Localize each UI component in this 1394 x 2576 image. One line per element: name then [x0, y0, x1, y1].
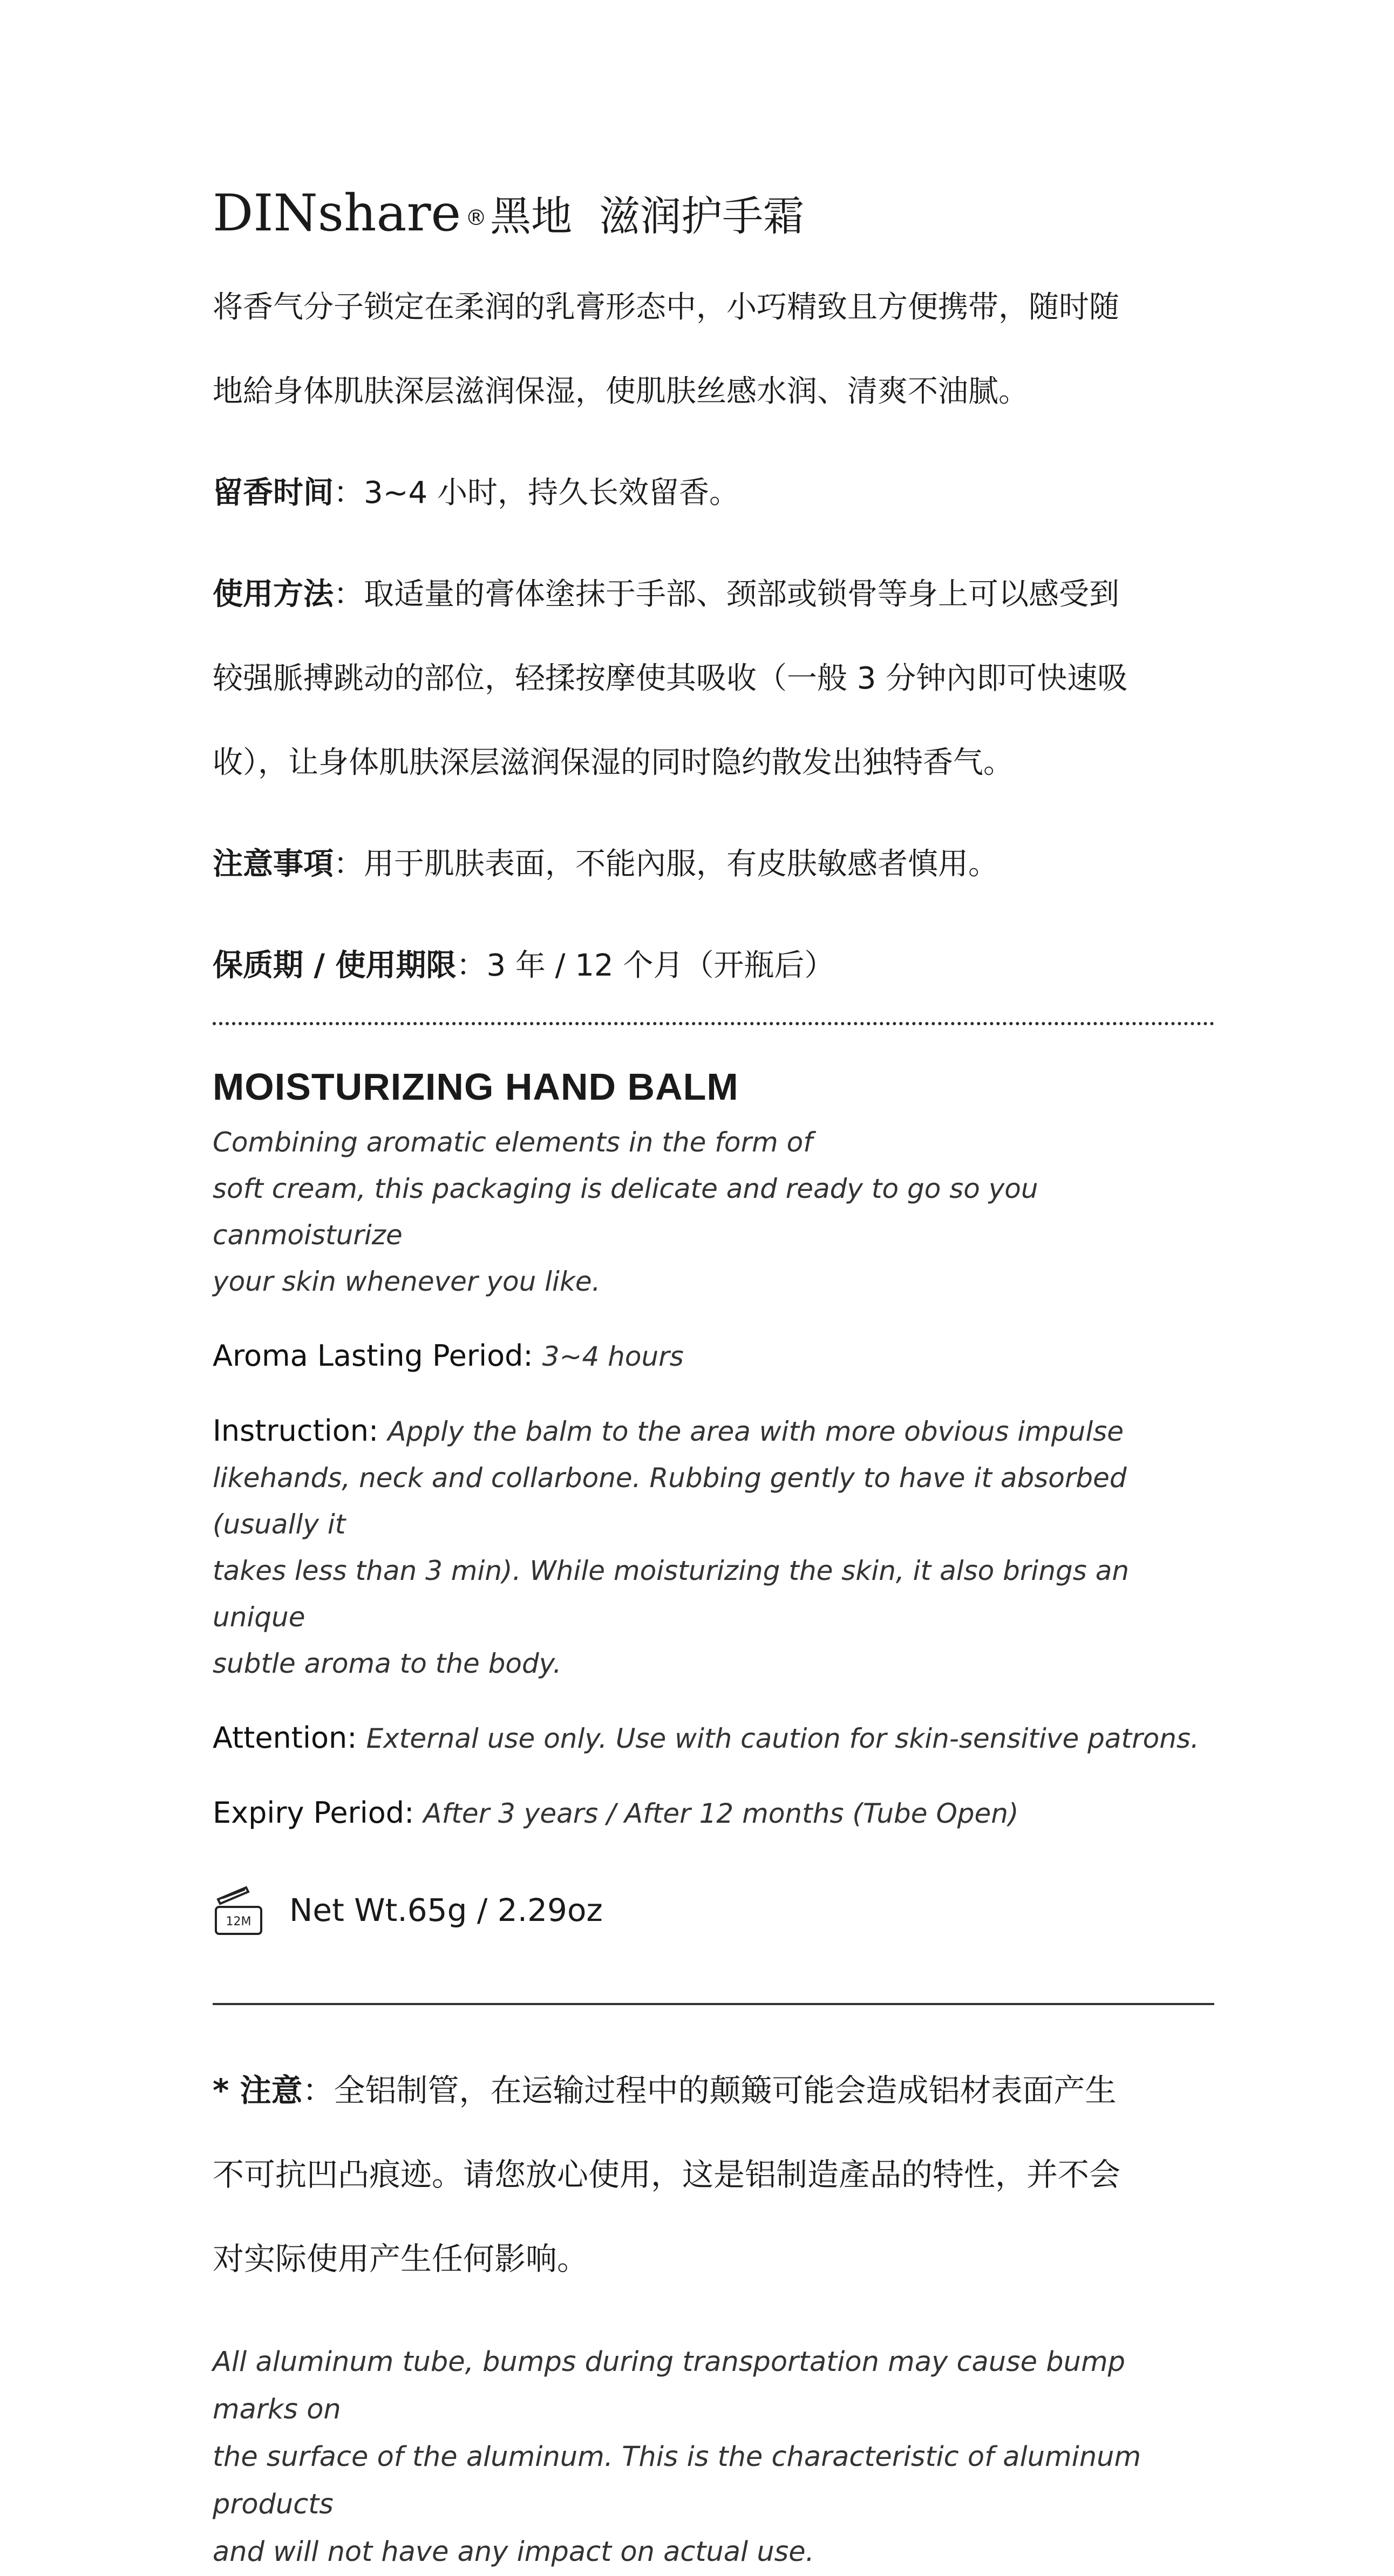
attention-cn-value: ：用于肌肤表面，不能內服，有皮肤敏感者慎用。 — [334, 847, 998, 882]
usage-cn-label: 使用方法 — [213, 577, 334, 612]
expiry-en-label: Expiry Period — [213, 1796, 405, 1830]
note-cn — [213, 2048, 1214, 2301]
solid-divider — [213, 2003, 1214, 2005]
attention-en-value: External use only. Use with caution for skin-sensitive patrons. — [366, 1723, 1199, 1754]
intro-en-line: your skin whenever you like. — [213, 1266, 601, 1297]
usage-cn-line: ：取适量的膏体塗抹于手部、颈部或锁骨等身上可以感受到 — [334, 577, 1119, 612]
note-cn-line: 对实际使用产生任何影响。 — [213, 2240, 589, 2277]
note-cn-label: * 注意 — [213, 2072, 303, 2109]
usage-cn — [213, 553, 1214, 805]
intro-cn — [213, 265, 1214, 434]
usage-cn-line: 较强脈搏跳动的部位，轻揉按摩使其吸收（一般 3 分钟內即可快速吸 — [213, 661, 1128, 696]
aroma-cn-label: 留香时间 — [213, 475, 334, 510]
instruction-en-line: Apply the balm to the area with more obvious impulse — [387, 1416, 1124, 1447]
title-en: MOISTURIZING HAND BALM — [213, 1066, 739, 1108]
aroma-en-value: 3~4 hours — [542, 1341, 684, 1372]
net-weight: Net Wt.65g / 2.29oz — [289, 1892, 603, 1928]
note-en — [213, 2339, 1214, 2576]
intro-en-line: soft cream, this packaging is delicate and ready to go so you canmoisturize — [213, 1173, 1038, 1251]
attention-cn-label: 注意事項 — [213, 847, 334, 882]
expiry-cn-label: 保质期 / 使用期限 — [213, 948, 457, 983]
aroma-cn — [213, 451, 1214, 535]
aroma-en: Aroma Lasting Period: 3~4 hours — [213, 1339, 684, 1373]
intro-en-line: Combining aromatic elements in the form of — [213, 1127, 813, 1158]
registered-mark: ® — [465, 206, 487, 230]
expiry-en: Expiry Period: After 3 years / After 12 months (Tube Open) — [213, 1796, 1019, 1830]
brand-name-en: DINshare — [213, 184, 461, 243]
title-cn — [213, 183, 1214, 254]
intro-en — [213, 1119, 1214, 1305]
dotted-divider — [213, 1022, 1214, 1025]
attention-en: Attention: External use only. Use with caution for skin-sensitive patrons. — [213, 1721, 1199, 1755]
aroma-en-label: Aroma Lasting Period — [213, 1339, 523, 1373]
content-column — [213, 183, 1214, 2576]
instruction-en-line: takes less than 3 min). While moisturizing the skin, it also brings an unique — [213, 1555, 1130, 1633]
usage-cn-line: 收），让身体肌肤深层滋润保湿的同时隐约散发出独特香气。 — [213, 745, 1014, 780]
note-cn-line: 不可抗凹凸痕迹。请您放心使用，这是铝制造產品的特性，并不会 — [213, 2156, 1121, 2193]
aroma-cn-value: ：3~4 小时，持久长效留香。 — [334, 475, 739, 510]
product-name-cn: 滋润护手霜 — [599, 192, 805, 240]
net-weight-row — [213, 1884, 1214, 1936]
instruction-en-line: subtle aroma to the body. — [213, 1648, 562, 1679]
open-jar-12m-icon — [213, 1884, 264, 1936]
jar-icon-label: 12M — [226, 1915, 251, 1928]
note-en-line: and will not have any impact on actual use. — [213, 2536, 814, 2568]
instruction-en-label: Instruction — [213, 1414, 369, 1448]
attention-en-label: Attention — [213, 1721, 348, 1755]
attention-cn — [213, 822, 1214, 907]
expiry-en-value: After 3 years / After 12 months (Tube Open) — [423, 1798, 1019, 1829]
instruction-en-line: likehands, neck and collarbone. Rubbing gently to have it absorbed (usually it — [213, 1462, 1127, 1540]
instruction-en: Instruction: Apply the balm to the area with more obvious impulse likehands, neck and collarbone. Rubbing gently to have it absorbed (usually it takes less than 3 min). While moisturizing the skin, it also brings an unique subtle aroma to the body. — [213, 1414, 1130, 1679]
expiry-cn-value: ：3 年 / 12 个月（开瓶后） — [456, 948, 835, 983]
note-cn-line: ：全铝制管，在运输过程中的颠簸可能会造成铝材表面产生 — [302, 2072, 1117, 2109]
intro-cn-line: 地給身体肌肤深层滋润保湿，使肌肤丝感水润、清爽不油腻。 — [213, 374, 1029, 409]
note-en-line: All aluminum tube, bumps during transportation may cause bump marks on — [213, 2346, 1125, 2425]
brand-name-cn: 黑地 — [490, 192, 573, 240]
expiry-cn — [213, 924, 1214, 1008]
note-en-line: the surface of the aluminum. This is the characteristic of aluminum products — [213, 2441, 1141, 2520]
intro-cn-line: 将香气分子锁定在柔润的乳膏形态中，小巧精致且方便携带，随时随 — [213, 290, 1119, 325]
